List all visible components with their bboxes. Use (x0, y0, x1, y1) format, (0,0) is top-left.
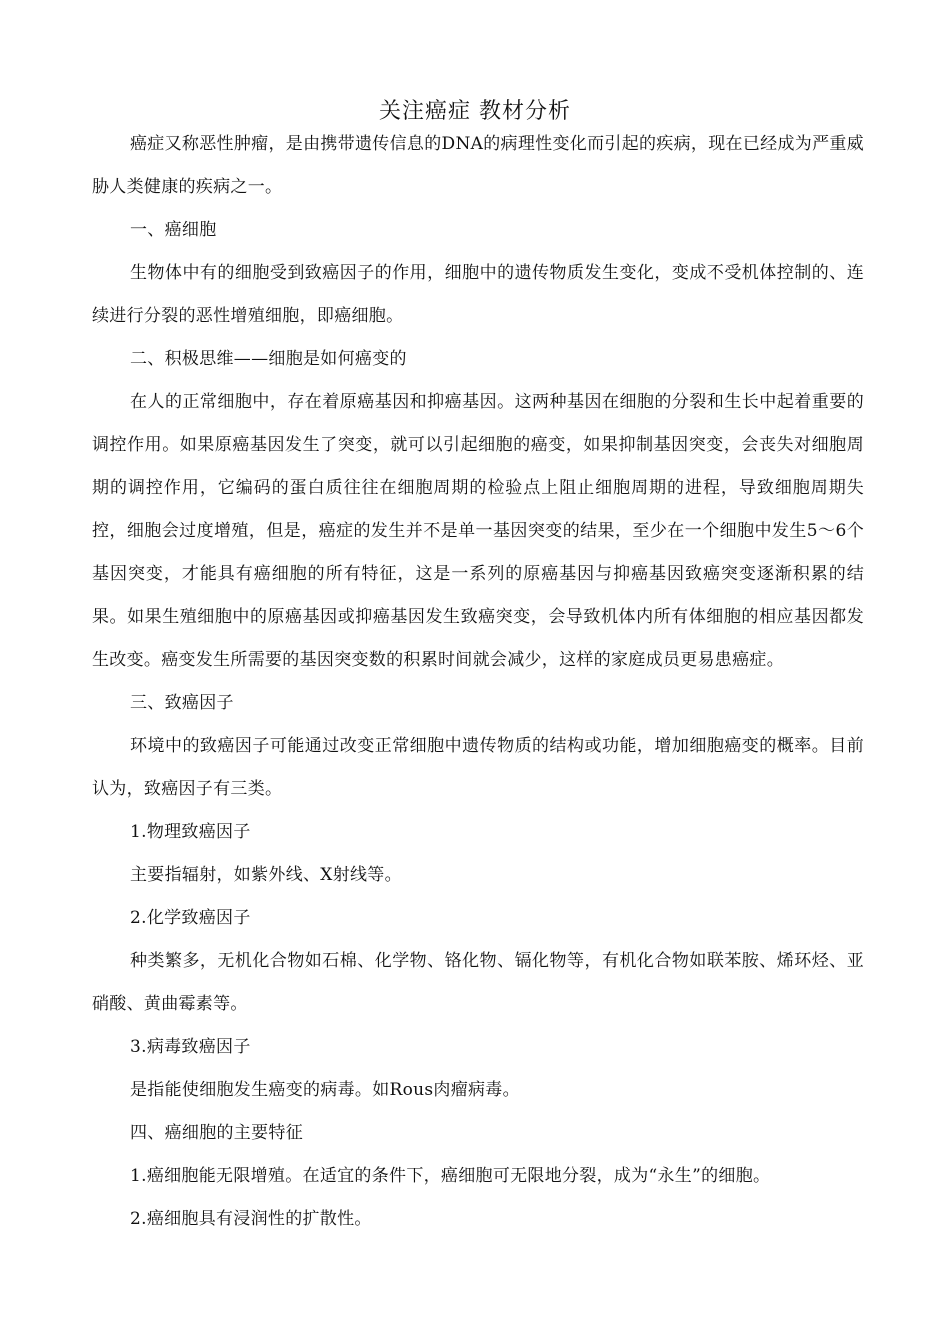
feature-item-invasiveness: 2.癌细胞具有浸润性的扩散性。 (130, 1209, 372, 1229)
section-heading-cancer-cells: 一、癌细胞 (130, 220, 217, 240)
subheading-physical-carcinogens: 1.物理致癌因子 (130, 822, 251, 842)
section-heading-how-cells-become-cancerous: 二、积极思维——细胞是如何癌变的 (130, 349, 407, 369)
document-body (92, 123, 864, 1241)
body-paragraph-chemical-carcinogens: 种类繁多，无机化合物如石棉、化学物、铬化物、镉化物等，有机化合物如联苯胺、烯环烃、亚硝酸、黄曲霉素等。 (92, 951, 864, 1014)
body-paragraph-oncogenes: 在人的正常细胞中，存在着原癌基因和抑癌基因。这两种基因在细胞的分裂和生长中起着重要的调控作用。如果原癌基因发生了突变，就可以引起细胞的癌变，如果抑制基因突变，会丧失对细胞周期的调控作用，它编码的蛋白质往往在细胞周期的检验点上阻止细胞周期的进程，导致细胞周期失控，细胞会过度增殖，但是，癌症的发生并不是单一基因突变的结果，至少在一个细胞中发生5～6个基因突变，才能具有癌细胞的所有特征，这是一系列的原癌基因与抑癌基因致癌突变逐渐积累的结果。如果生殖细胞中的原癌基因或抑癌基因发生致癌突变，会导致机体内所有体细胞的相应基因都发生改变。癌变发生所需要的基因突变数的积累时间就会减少，这样的家庭成员更易患癌症。 (92, 392, 864, 670)
body-paragraph-physical-carcinogens: 主要指辐射，如紫外线、X射线等。 (130, 865, 402, 885)
body-paragraph-carcinogens: 环境中的致癌因子可能通过改变正常细胞中遗传物质的结构或功能，增加细胞癌变的概率。目前认为，致癌因子有三类。 (92, 736, 864, 799)
feature-item-unlimited-proliferation: 1.癌细胞能无限增殖。在适宜的条件下，癌细胞可无限地分裂，成为“永生”的细胞。 (130, 1166, 771, 1186)
document-title: 关注癌症 教材分析 (379, 99, 571, 124)
section-heading-cancer-cell-features: 四、癌细胞的主要特征 (130, 1123, 303, 1143)
subheading-chemical-carcinogens: 2.化学致癌因子 (130, 908, 251, 928)
subheading-viral-carcinogens: 3.病毒致癌因子 (130, 1037, 251, 1057)
body-paragraph-cancer-cells: 生物体中有的细胞受到致癌因子的作用，细胞中的遗传物质发生变化，变成不受机体控制的、连续进行分裂的恶性增殖细胞，即癌细胞。 (92, 263, 864, 326)
section-heading-carcinogens: 三、致癌因子 (130, 693, 234, 713)
body-paragraph-viral-carcinogens: 是指能使细胞发生癌变的病毒。如Rous肉瘤病毒。 (130, 1080, 520, 1100)
intro-paragraph: 癌症又称恶性肿瘤，是由携带遗传信息的DNA的病理性变化而引起的疾病，现在已经成为严重威胁人类健康的疾病之一。 (92, 134, 864, 197)
